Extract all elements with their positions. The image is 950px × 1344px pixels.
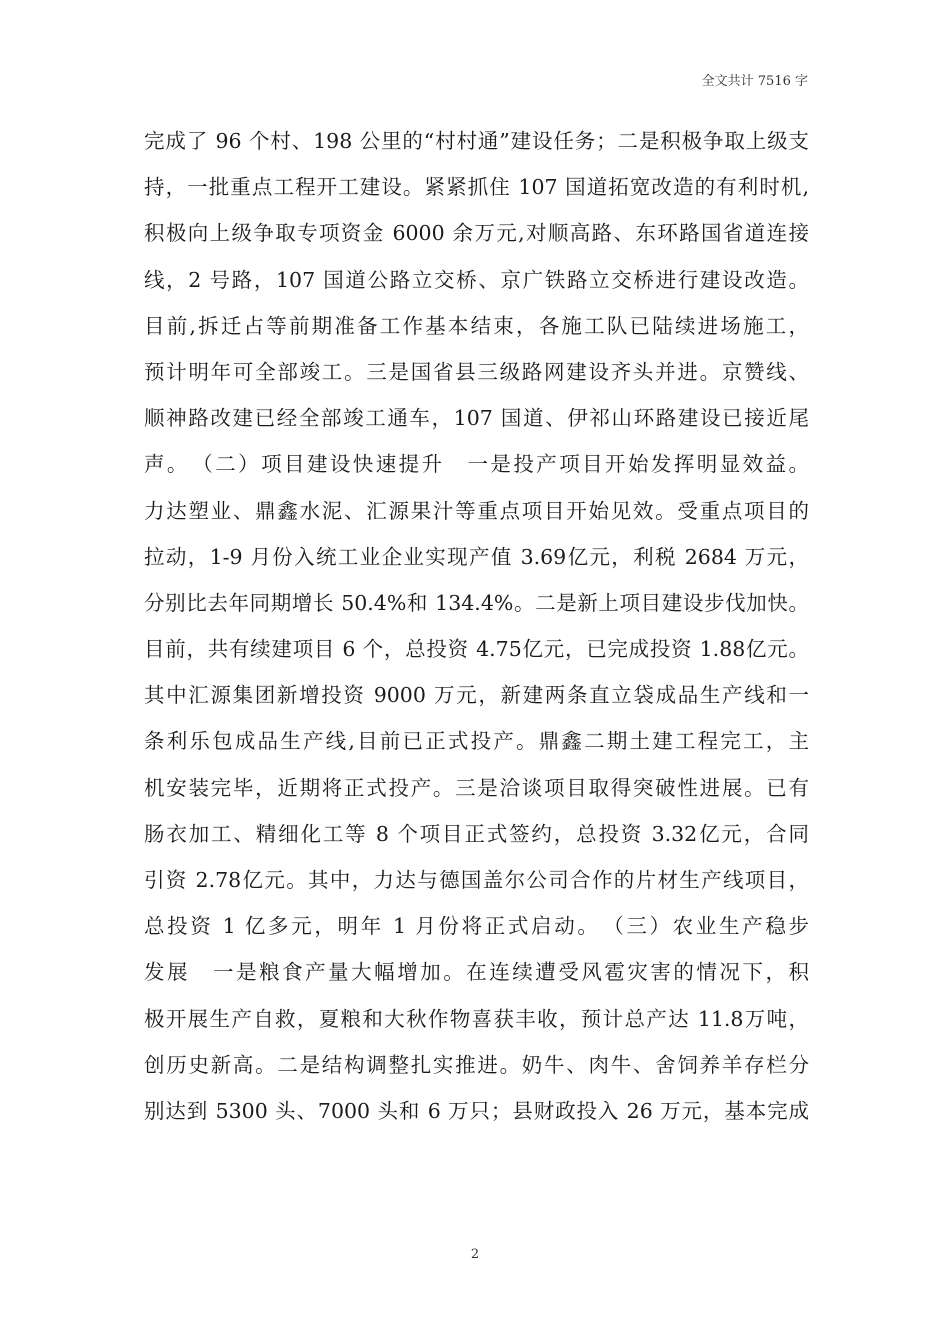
page-number: 2 — [470, 1247, 480, 1262]
text-line: 总投资 1 亿多元，明年 1 月份将正式启动。 （三）农业生产稳步 — [144, 914, 809, 939]
text-line: 目前，共有续建项目 6 个，总投资 4.75亿元，已完成投资 1.88亿元。 — [144, 637, 809, 662]
text-line: 肠衣加工、精细化工等 8 个项目正式签约，总投资 3.32亿元，合同 — [144, 821, 809, 846]
text-line: 条利乐包成品生产线,目前已正式投产。鼎鑫二期土建工程完工，主 — [144, 729, 809, 754]
word-count-header: 全文共计 7516 字 — [701, 74, 808, 89]
text-line: 完成了 96 个村、198 公里的“村村通”建设任务；二是积极争取上级支 — [144, 129, 809, 153]
text-line: 别达到 5300 头、7000 头和 6 万只；县财政投入 26 万元，基本完成 — [144, 1098, 809, 1123]
text-line: 发展 一是粮食产量大幅增加。在连续遭受风雹灾害的情况下，积 — [144, 960, 809, 985]
text-line: 持，一批重点工程开工建设。紧紧抓住 107 国道拓宽改造的有利时机, — [144, 175, 809, 200]
text-line: 顺神路改建已经全部竣工通车，107 国道、伊祁山环路建设已接近尾 — [144, 406, 809, 431]
text-line: 其中汇源集团新增投资 9000 万元，新建两条直立袋成品生产线和一 — [144, 683, 809, 708]
text-line: 预计明年可全部竣工。三是国省县三级路网建设齐头并进。京赞线、 — [144, 359, 809, 384]
document-body — [144, 118, 809, 1134]
text-line: 拉动，1-9 月份入统工业企业实现产值 3.69亿元，利税 2684 万元， — [144, 544, 809, 569]
text-line: 引资 2.78亿元。其中，力达与德国盖尔公司合作的片材生产线项目， — [144, 868, 809, 892]
text-line: 机安装完毕，近期将正式投产。三是洽谈项目取得突破性进展。已有 — [144, 775, 809, 800]
text-line: 创历史新高。二是结构调整扎实推进。奶牛、肉牛、舍饲养羊存栏分 — [144, 1052, 809, 1077]
text-line: 分别比去年同期增长 50.4%和 134.4%。二是新上项目建设步伐加快。 — [144, 590, 809, 615]
text-line: 力达塑业、鼎鑫水泥、汇源果汁等重点项目开始见效。受重点项目的 — [144, 498, 809, 523]
text-line: 声。 （二）项目建设快速提升 一是投产项目开始发挥明显效益。 — [144, 452, 809, 477]
text-line: 极开展生产自救，夏粮和大秋作物喜获丰收，预计总产达 11.8万吨， — [144, 1006, 809, 1031]
text-line: 线，2 号路，107 国道公路立交桥、京广铁路立交桥进行建设改造。 — [144, 267, 809, 292]
text-line: 目前,拆迁占等前期准备工作基本结束，各施工队已陆续进场施工， — [144, 313, 809, 338]
text-line: 积极向上级争取专项资金 6000 余万元,对顺高路、东环路国省道连接 — [144, 221, 809, 246]
